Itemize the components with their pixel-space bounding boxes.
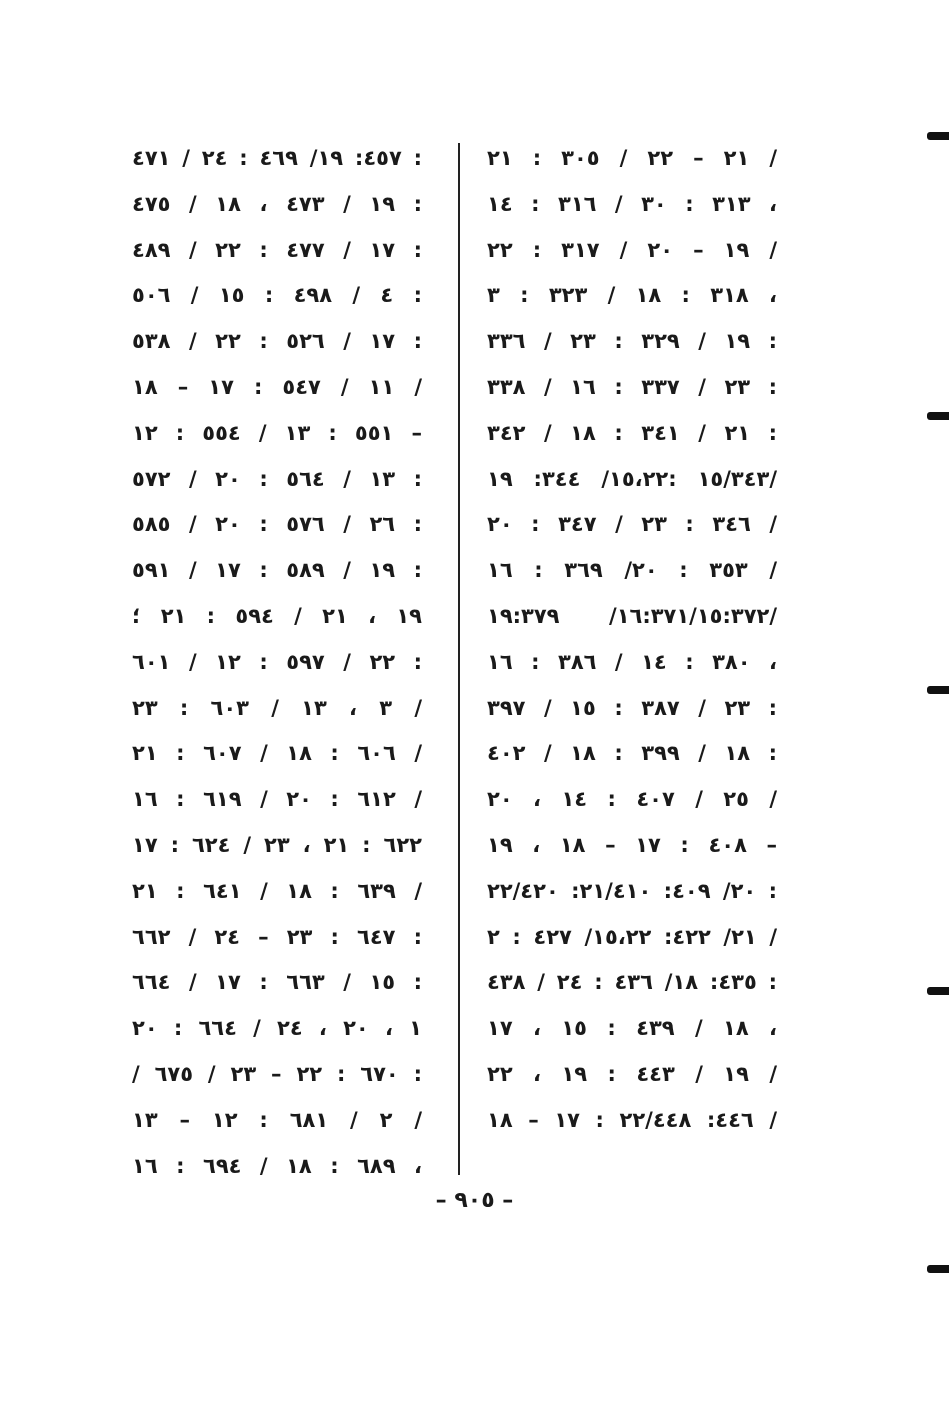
index-line: ٦٢٢ : ٢١ ، ٢٣ / ٦٢٤ : ١٧ [132,832,422,857]
index-line: ٢٦ / ٥٧٦ : ٢٠ / ٥٨٥ : [132,512,422,537]
index-line: ٣١٣ : ٣٠ / ٣١٦ : ١٤ ، [487,191,777,216]
index-line: ٢٠/ ٤٠٩: ٢١/٤١٠: ٢٢/٤٢٠ : [487,878,778,903]
index-line: ٦٤٧ : ٢٣ – ٢٤ / ٦٦٢ : [132,924,422,949]
index-line: ١٩ – ٢٠ / ٣١٧ : ٢٢ / [487,237,778,262]
index-line: ٣٥٣ : ٢٠/ ٣٦٩ : ١٦ / [487,558,777,583]
index-line: ٢١/ ٤٢٢: ١٥،٢٢/ ٤٢٧ : ٢ / [487,924,777,949]
index-line: ١٧ / ٥٢٦ : ٢٢ / ٥٣٨ : [132,329,422,354]
binding-mark [927,132,949,140]
index-line: ٦٨٩ : ١٨ / ٦٩٤ : ١٦ ، [132,1153,422,1178]
index-line: ١٥ / ٦٦٣ : ١٧ / ٦٦٤ : [132,970,422,995]
index-line: ٢٣ / ٣٨٧ : ١٥ / ٣٩٧ : [487,695,777,720]
index-line: ٥٥١ : ١٣ / ٥٥٤ : ١٢ – [132,420,422,445]
index-line: ١ ، ٢٠ ، ٢٤ / ٦٦٤ : ٢٠ [132,1016,422,1041]
index-line: ١٨ / ٤٣٩ : ١٥ ، ١٧ ، [487,1016,777,1041]
index-line: ٣٤٦ : ٢٣ / ٣٤٧ : ٢٠ / [487,512,778,537]
index-line: ٤٠٨ : ١٧ – ١٨ ، ١٩ – [487,832,777,857]
index-line: ١٩ / ٣٢٩ : ٢٣ / ٣٣٦ : [487,329,777,354]
index-line: ٢٥ / ٤٠٧ : ١٤ ، ٢٠ / [487,787,778,812]
index-line: ٦١٢ : ٢٠ / ٦١٩ : ١٦ / [132,787,423,812]
left-column [132,140,422,1193]
index-line: ١١ / ٥٤٧ : ١٧ – ١٨ / [132,374,423,399]
binding-mark [927,412,949,420]
index-line: ١٥/٣٤٣ :١٥،٢٢/ ٣٤٤: ١٩/ [487,466,777,491]
binding-mark [927,1265,949,1273]
index-line: ٢٣ / ٣٣٧ : ١٦ / ٣٣٨ : [487,374,777,399]
index-line: / ٦٧٠ : ٢٢ – ٢٣ / ٦٧٥ : [132,1061,423,1086]
index-line: ٦٠٦ : ١٨ / ٦٠٧ : ٢١ / [132,741,423,766]
index-line: ١٣ / ٥٦٤ : ٢٠ / ٥٧٢ : [132,466,422,491]
index-line: ١٨ / ٣٩٩ : ١٨ / ٤٠٢ : [487,741,777,766]
index-line: ١٩ / ٤٤٣ : ١٩ ، ٢٢ / [487,1061,778,1086]
index-line: ١٩ ، ٢١ / ٥٩٤ : ٢١ ؛ [132,603,422,628]
index-line: ٢٢ / ٥٩٧ : ١٢ / ٦٠١ : [132,649,422,674]
index-line: ٢ / ٦٨١ : ١٢ – ١٣ / [132,1107,422,1132]
column-divider [458,143,460,1175]
index-line: ١٩ / ٤٧٣ ، ١٨ / ٤٧٥ : [132,191,422,216]
index-line: ٣١٨ : ١٨ / ٣٢٣ : ٣ ، [487,283,777,308]
page-number: – ٩٠٥ – [435,1188,514,1213]
right-column [487,140,777,1148]
index-line: ١٧ / ٤٧٧ : ٢٢ / ٤٨٩ : [132,237,422,262]
index-line: ٣٨٠ : ١٤ / ٣٨٦ : ١٦ ، [487,649,777,674]
index-line: ١٦:٣٧١/١٥:٣٧٢/ ١٩:٣٧٩/ [487,603,777,628]
binding-mark [927,686,949,694]
index-line: ٢١ – ٢٢ / ٣٠٥ : ٢١ / [487,146,778,170]
index-line: ٤٥٧: ١٩/ ٤٦٩ : ٢٤ / ٤٧١ : [132,146,422,170]
index-line: ٤٣٥: ١٨/ ٤٣٦ : ٢٤ / ٤٣٨ : [487,970,777,995]
index-line: ٦٣٩ : ١٨ / ٦٤١ : ٢١ / [132,878,423,903]
index-line: ١٩ / ٥٨٩ : ١٧ / ٥٩١ : [132,558,422,583]
binding-mark [927,987,949,995]
index-line: ٤ / ٤٩٨ : ١٥ / ٥٠٦ : [132,283,422,308]
index-line: ٢١ / ٣٤١ : ١٨ / ٣٤٢ : [487,420,777,445]
index-line: ٤٤٦: ٢٢/٤٤٨ : ١٧ – ١٨ / [487,1107,777,1132]
index-line: ٣ ، ١٣ / ٦٠٣ : ٢٣ / [132,695,422,720]
